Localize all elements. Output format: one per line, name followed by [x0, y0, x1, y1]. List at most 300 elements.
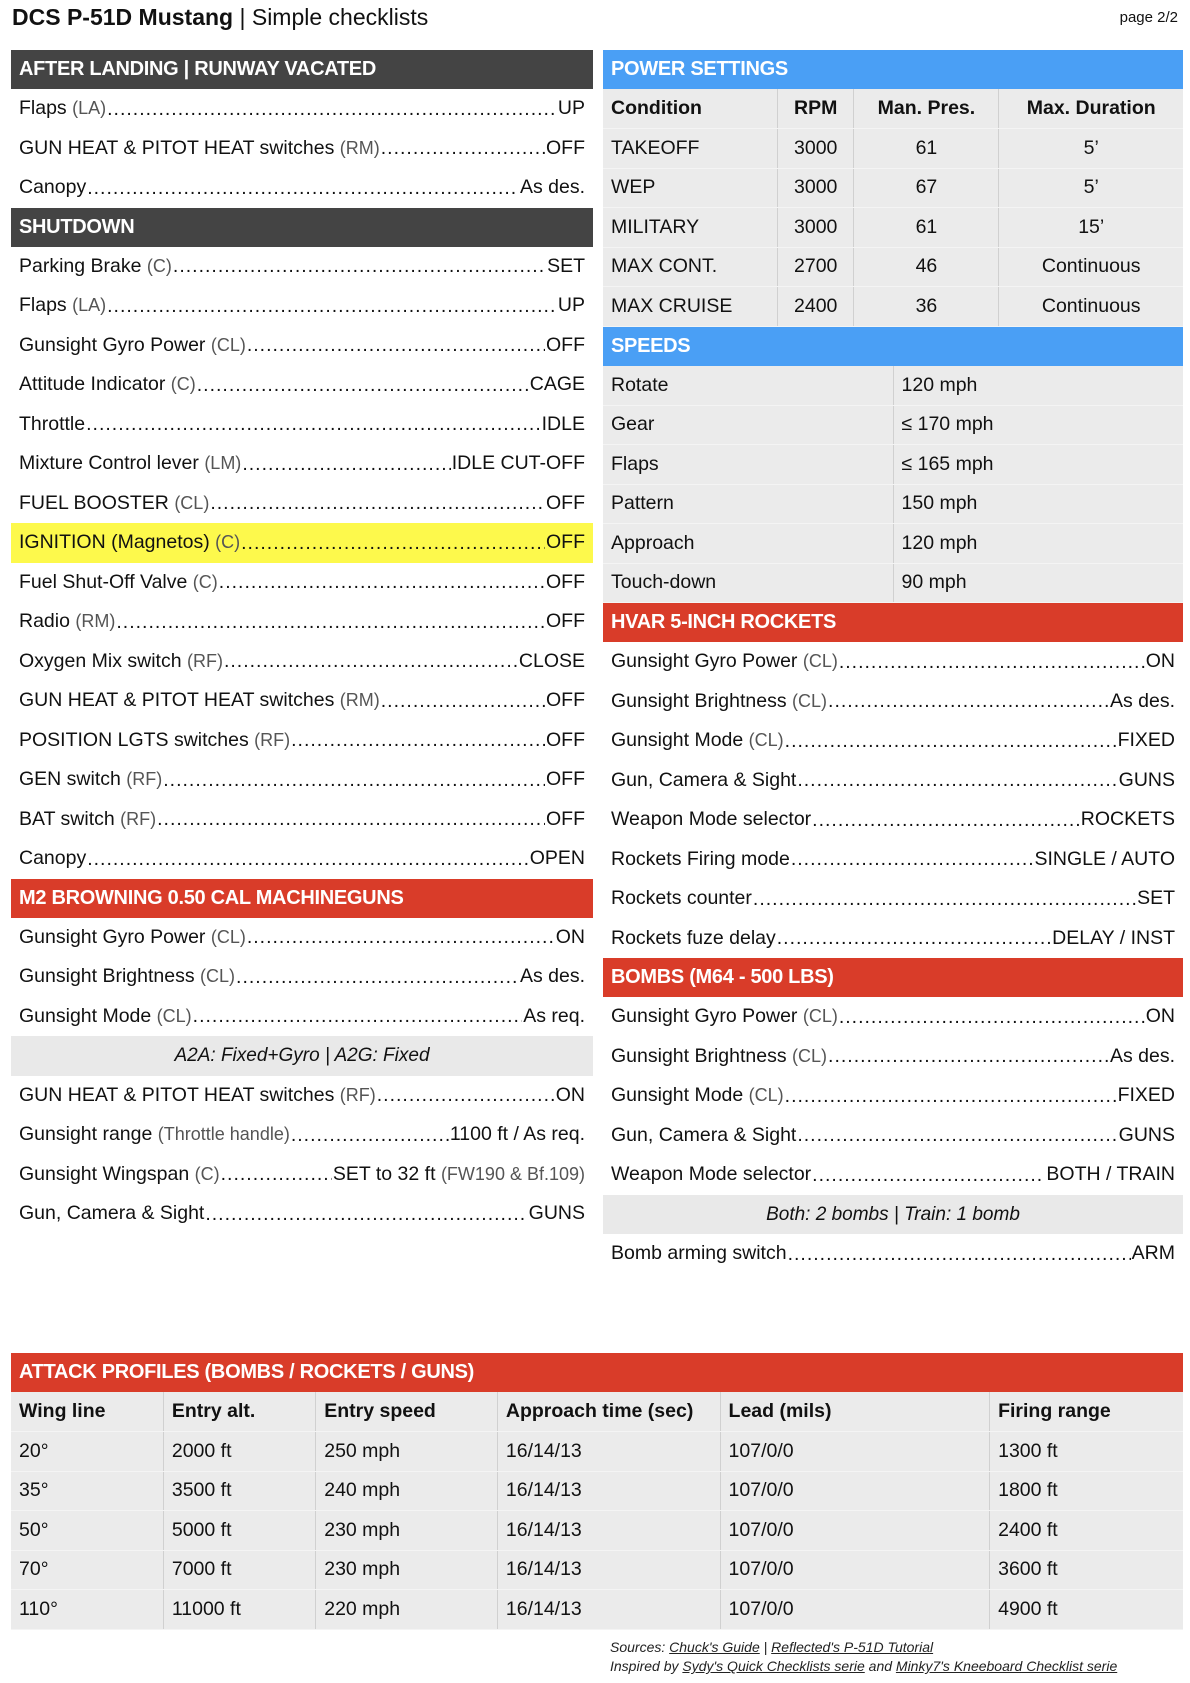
item-value-text: OFF	[546, 610, 585, 633]
leader-dots	[791, 848, 1034, 870]
item-value-note: (FW190 & Bf.109)	[440, 1163, 585, 1184]
section-header: HVAR 5-INCH ROCKETS	[603, 603, 1183, 642]
item-value-text: As des.	[519, 176, 585, 199]
right-column	[603, 50, 1183, 1274]
table-row	[603, 563, 1183, 603]
table-cell: 2400	[777, 287, 853, 327]
and-text: and	[864, 1658, 896, 1674]
item-value-text: As des.	[1109, 689, 1175, 712]
item-label	[19, 1123, 290, 1146]
leader-dots	[785, 1085, 1117, 1107]
table-cell: 107/0/0	[720, 1471, 990, 1511]
link-minky7[interactable]: Minky7's Kneeboard Checklist serie	[895, 1658, 1118, 1674]
data-table	[11, 1392, 1183, 1630]
item-location: (CL)	[748, 1085, 784, 1106]
item-name: Gunsight range	[19, 1123, 153, 1146]
table-cell: MAX CONT.	[603, 247, 777, 287]
table-cell: 2000 ft	[163, 1432, 315, 1472]
item-name: Fuel Shut-Off Valve	[19, 570, 188, 593]
leader-dots	[812, 809, 1080, 831]
item-location: (C)	[192, 571, 218, 592]
leader-dots	[247, 334, 545, 356]
item-location: (RM)	[339, 137, 380, 158]
page-title	[12, 4, 428, 31]
checklist-item	[11, 681, 593, 721]
table-header-row	[603, 89, 1183, 129]
item-label	[19, 847, 86, 870]
item-value	[1146, 650, 1175, 673]
item-label	[611, 1005, 838, 1028]
page-number: page 2/2	[1119, 9, 1178, 26]
checklist-item	[603, 721, 1183, 761]
item-value-text: OFF	[546, 768, 585, 791]
leader-dots	[777, 927, 1051, 949]
item-label	[19, 255, 172, 278]
checklist-item	[603, 1155, 1183, 1195]
checklist-item	[603, 1234, 1183, 1274]
item-value	[558, 97, 585, 120]
item-value-text: OFF	[546, 491, 585, 514]
item-label	[19, 531, 240, 554]
checklist-item	[11, 89, 593, 129]
item-name: Canopy	[19, 847, 87, 870]
item-value-text: ON	[1145, 1005, 1175, 1028]
item-name: Bomb arming switch	[611, 1242, 787, 1265]
item-value	[1119, 769, 1175, 792]
item-label	[19, 689, 380, 712]
item-value	[546, 610, 585, 633]
item-label	[19, 571, 218, 594]
item-label	[19, 926, 246, 949]
item-name: Attitude Indicator	[19, 373, 166, 396]
item-value	[546, 689, 585, 712]
table-cell: 120 mph	[893, 366, 1183, 406]
column-header: RPM	[777, 89, 853, 129]
table-cell: 5000 ft	[163, 1511, 315, 1551]
bomb-note: Both: 2 bombs | Train: 1 bomb	[603, 1195, 1183, 1235]
item-label	[611, 729, 784, 752]
item-name: IGNITION (Magnetos)	[19, 531, 210, 554]
table-cell: Gear	[603, 405, 893, 445]
item-value	[546, 531, 585, 554]
checklist-item	[11, 1194, 593, 1234]
item-location: (CL)	[792, 690, 828, 711]
item-location: (RM)	[75, 611, 116, 632]
item-value-text: OFF	[546, 570, 585, 593]
item-value-text: SET	[1137, 887, 1175, 910]
item-name: Rockets Firing mode	[611, 847, 790, 870]
item-location: (CL)	[156, 1005, 192, 1026]
checklist-item	[11, 129, 593, 169]
item-value-text: ON	[555, 1083, 585, 1106]
table-cell: Continuous	[999, 247, 1183, 287]
checklist-item	[11, 523, 593, 563]
item-location: (CL)	[792, 1045, 828, 1066]
item-label	[611, 1045, 827, 1068]
item-value-text: CLOSE	[518, 649, 585, 672]
item-location: (CL)	[174, 492, 210, 513]
item-name: Canopy	[19, 176, 87, 199]
item-label	[19, 137, 380, 160]
section-header: BOMBS (M64 - 500 LBS)	[603, 958, 1183, 997]
link-sydy[interactable]: Sydy's Quick Checklists serie	[682, 1658, 865, 1674]
item-name: Gun, Camera & Sight	[611, 768, 797, 791]
link-chucks-guide[interactable]: Chuck's Guide	[669, 1639, 760, 1655]
item-label	[611, 690, 827, 713]
table-cell: 240 mph	[316, 1471, 498, 1511]
item-label	[611, 808, 811, 831]
item-value	[1118, 729, 1175, 752]
table-cell: Touch-down	[603, 563, 893, 603]
item-location: (C)	[194, 1163, 220, 1184]
table-cell: 230 mph	[316, 1511, 498, 1551]
checklist-item	[603, 919, 1183, 959]
item-label	[19, 413, 85, 436]
item-label	[611, 887, 752, 910]
item-value	[1034, 848, 1175, 871]
item-value-text: ROCKETS	[1080, 808, 1175, 831]
table-cell: 120 mph	[893, 524, 1183, 564]
item-label	[19, 334, 246, 357]
item-name: Gunsight Mode	[19, 1004, 152, 1027]
leader-dots	[157, 808, 545, 830]
leader-dots	[247, 926, 555, 948]
item-name: Gunsight Brightness	[611, 689, 787, 712]
item-value	[450, 1123, 585, 1146]
table-cell: Pattern	[603, 484, 893, 524]
item-location: (Throttle handle)	[157, 1124, 290, 1145]
item-value	[520, 965, 585, 988]
item-label	[19, 965, 235, 988]
item-value	[546, 729, 585, 752]
table-cell: 3500 ft	[163, 1471, 315, 1511]
item-label	[611, 927, 776, 950]
item-name: Flaps	[19, 294, 67, 317]
table-cell: 7000 ft	[163, 1550, 315, 1590]
item-value	[1110, 1045, 1175, 1068]
section-header: AFTER LANDING | RUNWAY VACATED	[11, 50, 593, 89]
leader-dots	[242, 453, 450, 475]
item-value	[546, 768, 585, 791]
table-row	[603, 129, 1183, 169]
checklist-item	[11, 839, 593, 879]
item-name: Gunsight Wingspan	[19, 1162, 190, 1185]
item-value	[519, 650, 585, 673]
item-name: Throttle	[19, 412, 86, 435]
column-header: Firing range	[990, 1392, 1183, 1432]
item-name: GUN HEAT & PITOT HEAT switches	[19, 136, 335, 159]
item-label	[19, 492, 209, 515]
leader-dots	[785, 730, 1117, 752]
item-value-text: OFF	[546, 689, 585, 712]
section-header: SPEEDS	[603, 327, 1183, 366]
table-cell: MILITARY	[603, 208, 777, 248]
item-value-text: GUNS	[1118, 768, 1175, 791]
item-location: (C)	[170, 374, 196, 395]
item-label	[19, 729, 290, 752]
table-cell: 16/14/13	[497, 1471, 720, 1511]
item-value	[1110, 690, 1175, 713]
item-value	[1046, 1163, 1175, 1186]
table-row	[11, 1511, 1183, 1551]
table-cell: 5’	[999, 129, 1183, 169]
table-cell: 16/14/13	[497, 1590, 720, 1630]
item-location: (LA)	[72, 295, 107, 316]
item-value	[542, 413, 585, 436]
item-name: GEN switch	[19, 768, 121, 791]
item-value-text: ON	[1145, 650, 1175, 673]
leader-dots	[210, 492, 545, 514]
item-name: Gunsight Gyro Power	[19, 925, 206, 948]
table-cell: 2700	[777, 247, 853, 287]
section-header: POWER SETTINGS	[603, 50, 1183, 89]
table-cell: 61	[854, 208, 999, 248]
column-header: Max. Duration	[999, 89, 1183, 129]
item-name: Gun, Camera & Sight	[19, 1202, 205, 1225]
table-cell: ≤ 170 mph	[893, 405, 1183, 445]
table-cell: 46	[854, 247, 999, 287]
item-value	[1118, 1084, 1175, 1107]
item-location: (CL)	[210, 926, 246, 947]
item-location: (LM)	[204, 453, 242, 474]
table-cell: 5’	[999, 168, 1183, 208]
item-value-text: SINGLE / AUTO	[1034, 847, 1175, 870]
table-cell: 150 mph	[893, 484, 1183, 524]
checklist-item	[11, 286, 593, 326]
checklist-item	[11, 168, 593, 208]
table-cell: 16/14/13	[497, 1550, 720, 1590]
item-value-text: GUNS	[528, 1202, 585, 1225]
table-cell: 107/0/0	[720, 1590, 990, 1630]
item-value-text: BOTH / TRAIN	[1046, 1163, 1175, 1186]
item-value-text: OFF	[546, 531, 585, 554]
table-cell: 2400 ft	[990, 1511, 1183, 1551]
item-value	[546, 137, 585, 160]
column-header: Condition	[603, 89, 777, 129]
item-value-text: OFF	[546, 807, 585, 830]
item-name: Mixture Control lever	[19, 452, 199, 475]
item-label	[19, 176, 86, 199]
table-row	[603, 208, 1183, 248]
item-label	[19, 1163, 220, 1186]
item-value	[1052, 927, 1175, 950]
table-cell: WEP	[603, 168, 777, 208]
item-location: (RF)	[120, 808, 157, 829]
item-value-text: SET	[547, 254, 585, 277]
item-name: Flaps	[19, 97, 67, 120]
item-location: (LA)	[72, 98, 107, 119]
checklist-item	[11, 800, 593, 840]
table-cell: MAX CRUISE	[603, 287, 777, 327]
item-value	[520, 176, 585, 199]
checklist-item	[603, 1116, 1183, 1156]
checklist-item	[11, 721, 593, 761]
leader-dots	[291, 729, 545, 751]
leader-dots	[797, 1124, 1117, 1146]
item-value	[523, 1005, 585, 1028]
leader-dots	[193, 1005, 523, 1027]
item-value-text: IDLE	[541, 412, 585, 435]
table-cell: 90 mph	[893, 563, 1183, 603]
item-name: Gunsight Brightness	[19, 965, 195, 988]
table-cell: 250 mph	[316, 1432, 498, 1472]
item-value-text: OFF	[546, 728, 585, 751]
item-value	[546, 571, 585, 594]
link-reflected-tutorial[interactable]: Reflected's P-51D Tutorial	[771, 1639, 934, 1655]
data-table	[603, 89, 1183, 327]
table-row	[603, 405, 1183, 445]
left-column	[11, 50, 593, 1234]
leader-dots	[291, 1124, 449, 1146]
item-label	[19, 452, 241, 475]
checklist-item	[11, 760, 593, 800]
item-value	[546, 808, 585, 831]
item-name: Parking Brake	[19, 254, 142, 277]
table-cell: TAKEOFF	[603, 129, 777, 169]
column-header: Entry speed	[316, 1392, 498, 1432]
item-label	[611, 650, 838, 673]
item-value-text: ON	[555, 925, 585, 948]
item-location: (RM)	[339, 690, 380, 711]
item-value	[530, 373, 585, 396]
item-label	[19, 1202, 204, 1225]
sources-label: Sources:	[610, 1639, 670, 1655]
leader-dots	[828, 1045, 1109, 1067]
item-name: Gunsight Gyro Power	[611, 650, 798, 673]
item-value-text: UP	[557, 97, 585, 120]
table-cell: 4900 ft	[990, 1590, 1183, 1630]
item-location: (C)	[146, 255, 172, 276]
table-cell: 67	[854, 168, 999, 208]
item-value	[556, 1084, 585, 1107]
item-label	[611, 1163, 811, 1186]
table-cell: 220 mph	[316, 1590, 498, 1630]
section-header: M2 BROWNING 0.50 CAL MACHINEGUNS	[11, 879, 593, 918]
leader-dots	[224, 650, 518, 672]
item-name: Gunsight Gyro Power	[611, 1005, 798, 1028]
title-sep: |	[233, 4, 252, 30]
item-location: (C)	[215, 532, 241, 553]
item-name: Oxygen Mix switch	[19, 649, 182, 672]
item-location: (CL)	[210, 334, 246, 355]
item-value	[546, 334, 585, 357]
item-name: BAT switch	[19, 807, 115, 830]
table-cell: 3000	[777, 129, 853, 169]
item-location: (RF)	[126, 769, 163, 790]
item-value-text: CAGE	[529, 373, 585, 396]
item-value	[530, 847, 585, 870]
data-table	[603, 366, 1183, 604]
item-location: (RF)	[339, 1084, 376, 1105]
leader-dots	[241, 532, 545, 554]
item-name: Weapon Mode selector	[611, 1163, 812, 1186]
table-row	[11, 1432, 1183, 1472]
checklist-item	[11, 484, 593, 524]
checklist-item	[603, 840, 1183, 880]
checklist-item	[11, 326, 593, 366]
table-cell: 50°	[11, 1511, 163, 1551]
leader-dots	[197, 374, 529, 396]
leader-dots	[377, 1084, 555, 1106]
item-label	[19, 1084, 376, 1107]
table-cell: 1300 ft	[990, 1432, 1183, 1472]
item-value	[546, 492, 585, 515]
item-value-text: ARM	[1131, 1242, 1175, 1265]
item-value	[1132, 1242, 1175, 1265]
section-header: ATTACK PROFILES (BOMBS / ROCKETS / GUNS)	[11, 1353, 1183, 1392]
table-row	[603, 484, 1183, 524]
table-cell: 70°	[11, 1550, 163, 1590]
table-header-row	[11, 1392, 1183, 1432]
table-row	[11, 1471, 1183, 1511]
table-cell: Continuous	[999, 287, 1183, 327]
item-value-text: OFF	[546, 333, 585, 356]
item-label	[611, 848, 790, 871]
checklist-item	[11, 918, 593, 958]
item-label	[19, 1005, 192, 1028]
item-label	[19, 294, 106, 317]
table-row	[11, 1550, 1183, 1590]
checklist-item	[603, 879, 1183, 919]
checklist-item	[11, 957, 593, 997]
item-value	[556, 926, 585, 949]
item-name: Gunsight Gyro Power	[19, 333, 206, 356]
checklist-item	[603, 800, 1183, 840]
leader-dots	[86, 413, 541, 435]
item-name: Radio	[19, 610, 70, 633]
table-cell: Rotate	[603, 366, 893, 406]
checklist-item	[603, 761, 1183, 801]
item-value-text: GUNS	[1118, 1123, 1175, 1146]
item-value	[1119, 1124, 1175, 1147]
checklist-item	[11, 642, 593, 682]
item-name: Gunsight Mode	[611, 1084, 744, 1107]
leader-dots	[205, 1203, 527, 1225]
table-row	[603, 168, 1183, 208]
column-header: Man. Pres.	[854, 89, 999, 129]
item-name: Weapon Mode selector	[611, 808, 812, 831]
leader-dots	[163, 769, 545, 791]
column-header: Approach time (sec)	[497, 1392, 720, 1432]
table-row	[603, 445, 1183, 485]
item-value-text: As des.	[1109, 1044, 1175, 1067]
item-label	[611, 1084, 784, 1107]
checklist-item	[603, 997, 1183, 1037]
leader-dots	[107, 295, 557, 317]
table-row	[603, 366, 1183, 406]
item-label	[19, 768, 162, 791]
item-label	[19, 610, 115, 633]
leader-dots	[87, 848, 529, 870]
item-label	[19, 650, 223, 673]
checklist-item	[11, 444, 593, 484]
table-cell: ≤ 165 mph	[893, 445, 1183, 485]
item-location: (CL)	[200, 966, 236, 987]
item-label	[19, 373, 196, 396]
table-cell: 1800 ft	[990, 1471, 1183, 1511]
section-header: SHUTDOWN	[11, 208, 593, 247]
checklist-item	[11, 563, 593, 603]
table-cell: 16/14/13	[497, 1511, 720, 1551]
item-name: Gunsight Mode	[611, 729, 744, 752]
item-name: Rockets fuze delay	[611, 926, 776, 949]
item-value-text: FIXED	[1117, 1084, 1175, 1107]
table-cell: Flaps	[603, 445, 893, 485]
title-main: DCS P-51D Mustang	[12, 4, 234, 30]
item-value-text: OFF	[546, 136, 585, 159]
checklist-item	[11, 997, 593, 1037]
table-cell: Approach	[603, 524, 893, 564]
